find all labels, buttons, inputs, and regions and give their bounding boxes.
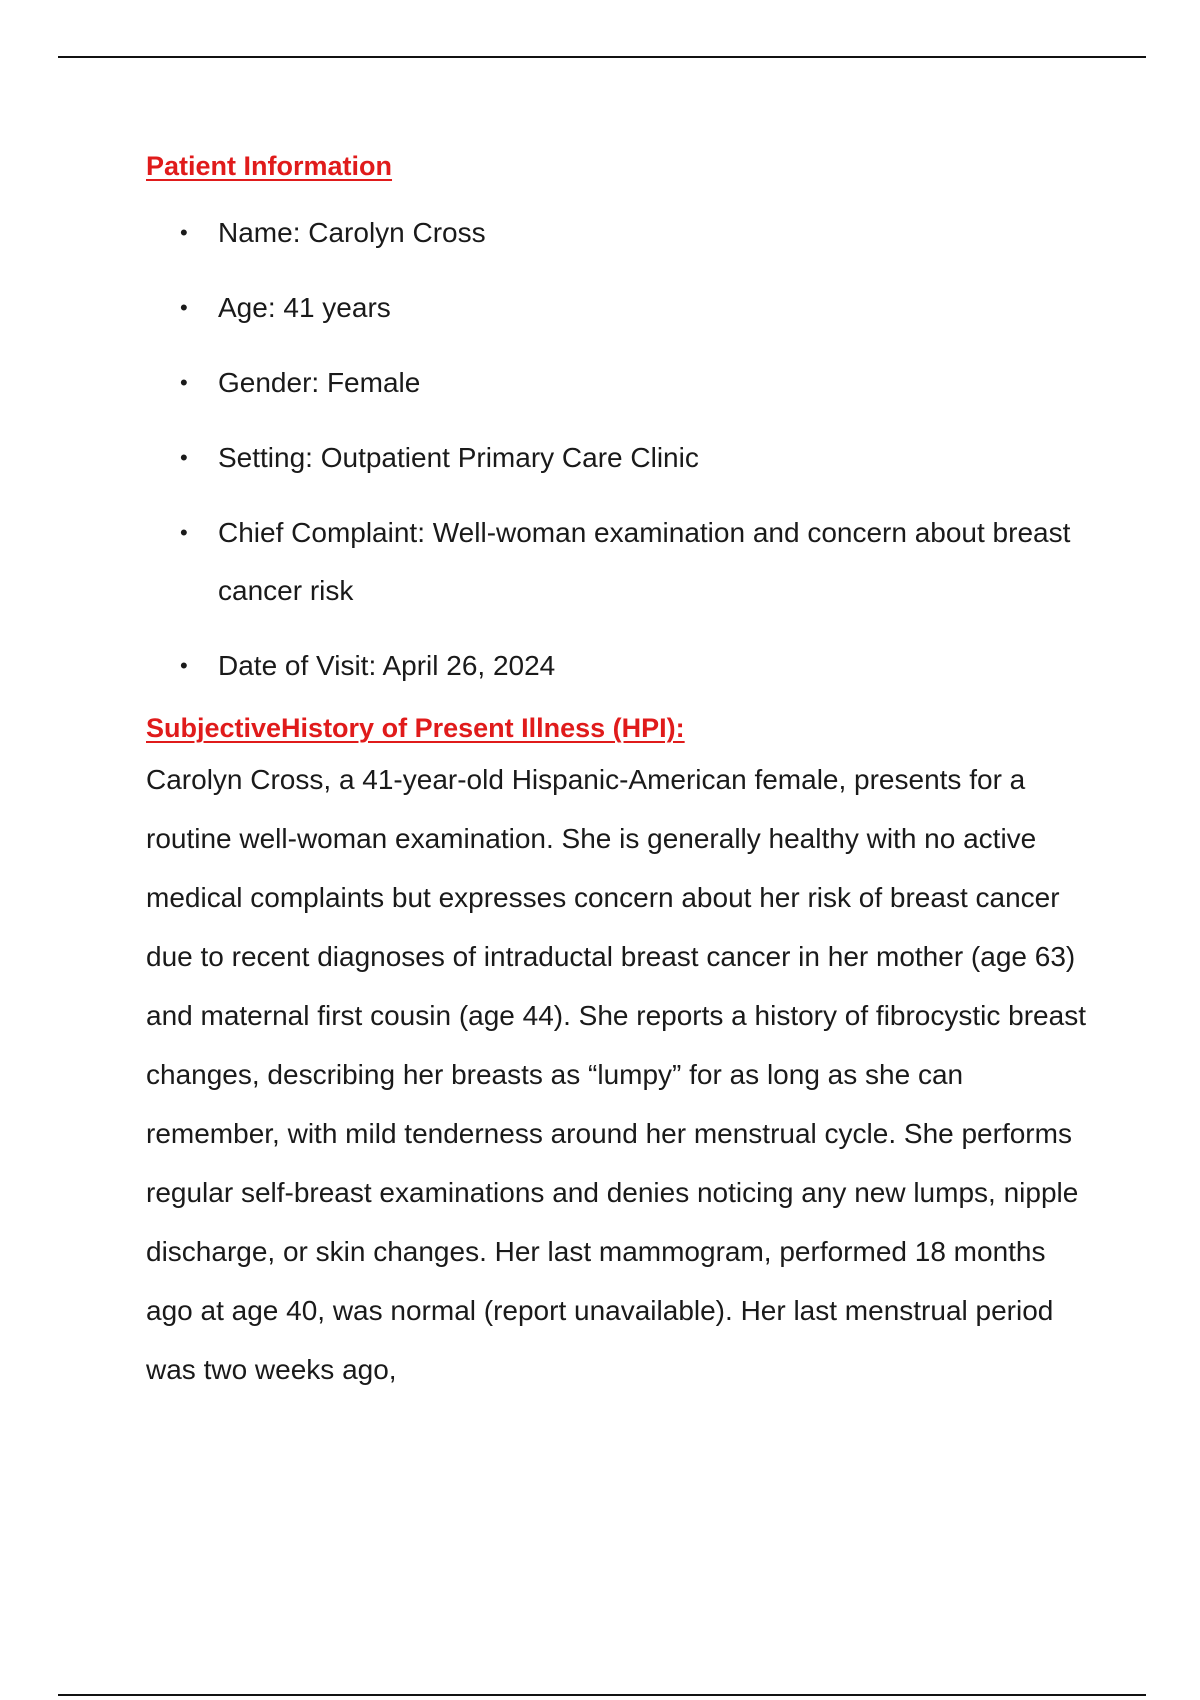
chief-complaint: Chief Complaint: Well-woman examination and concern about breast cancer risk [218, 517, 1071, 606]
bullet-icon: • [180, 653, 188, 678]
list-item [146, 504, 1086, 620]
patient-info-list [146, 204, 1086, 695]
bullet-icon: • [180, 445, 188, 470]
bottom-rule [58, 1694, 1146, 1696]
patient-age: Age: 41 years [218, 292, 391, 323]
patient-gender: Gender: Female [218, 367, 421, 398]
list-item [146, 204, 1086, 262]
top-rule [58, 56, 1146, 58]
patient-name: Name: Carolyn Cross [218, 217, 486, 248]
hpi-paragraph: Carolyn Cross, a 41-year-old Hispanic-American female, presents for a routine well-woman examination. She is generally healthy with no active medical complaints but expresses concern about her risk of breast cancer due to recent diagnoses of intraductal breast cancer in her mother (age 63) and maternal first cousin (age 44). She reports a history of fibrocystic breast changes, describing her breasts as “lumpy” for as long as she can remember, with mild tenderness around her menstrual cycle. She performs regular self-breast examinations and denies noticing any new lumps, nipple discharge, or skin changes. Her last mammogram, performed 18 months ago at age 40, was normal (report unavailable). Her last menstrual period was two weeks ago, [146, 764, 1086, 1385]
bullet-icon: • [180, 520, 188, 545]
list-item [146, 429, 1086, 487]
bullet-icon: • [180, 370, 188, 395]
document-body [146, 146, 1086, 1399]
list-item [146, 637, 1086, 695]
patient-information-heading: Patient Information [146, 151, 393, 181]
bullet-icon: • [180, 220, 188, 245]
visit-date: Date of Visit: April 26, 2024 [218, 650, 556, 681]
list-item [146, 279, 1086, 337]
visit-setting: Setting: Outpatient Primary Care Clinic [218, 442, 699, 473]
bullet-icon: • [180, 295, 188, 320]
list-item [146, 354, 1086, 412]
hpi-heading: SubjectiveHistory of Present Illness (HPI): [146, 713, 685, 743]
